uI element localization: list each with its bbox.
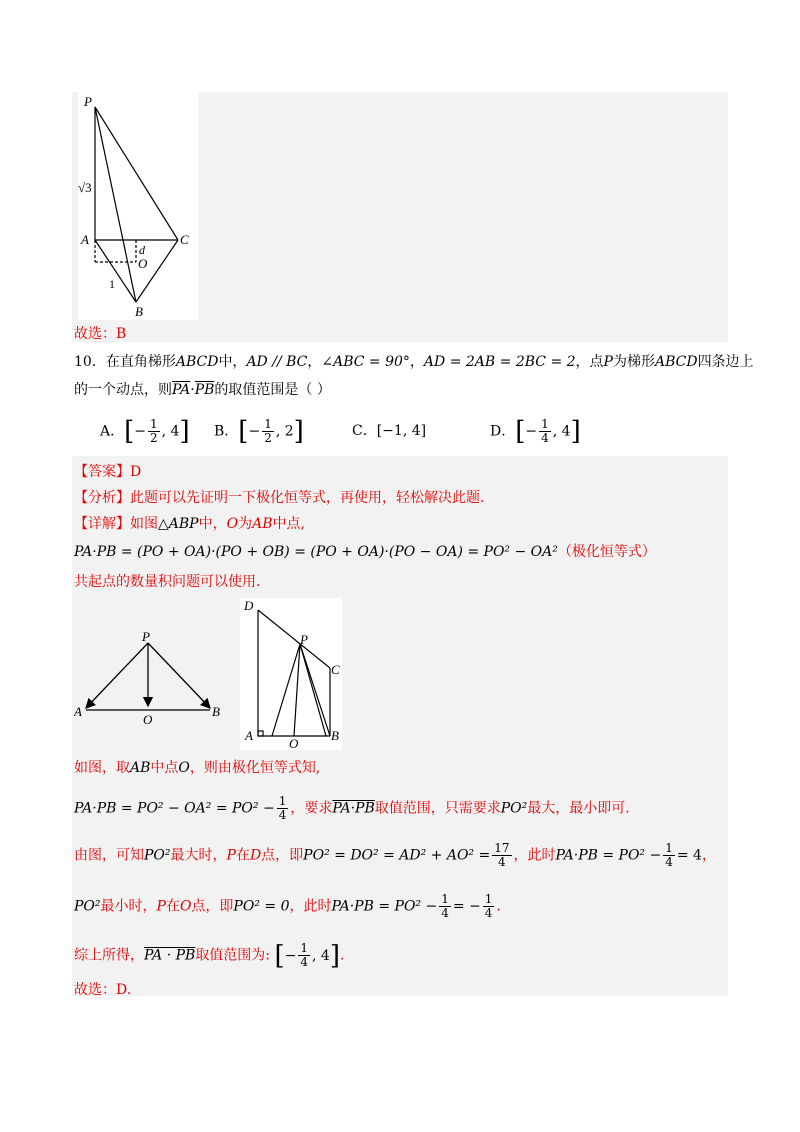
fig1-A: A [74, 704, 82, 719]
detail-line: 【详解】如图△ABP中，O为AB中点, [74, 516, 305, 532]
label-d: d [139, 243, 145, 257]
label-1: 1 [109, 277, 115, 291]
common-line: 共起点的数量积问题可以使用. [74, 574, 261, 590]
option-a[interactable]: A．[− $\frac{1}{2}$ , 4] [100, 416, 190, 447]
option-b[interactable]: B．[− $\frac{1}{2}$ , 2] [214, 416, 304, 447]
equation-line-1: PA·PB = PO² − OA² = PO² − $\frac{1}{4}$ ，要求PA·PB取值范围，只需要求PO²最大，最小即可. [74, 794, 630, 822]
question-line-1: 10．在直角梯形ABCD中，AD // BC，∠ABC = 90°，AD = 2AB = 2BC = 2，点P为梯形ABCD四条边上 [74, 354, 754, 370]
min-line: PO²最小时，P在O点，即PO² = 0，此时PA·PB = PO² − $\frac{1}{4}$ = − $\frac{1}{4}$ . [74, 892, 501, 920]
trapezoid-figure [240, 598, 342, 750]
triangle-figure [74, 628, 234, 728]
label-sqrt3: √3 [78, 180, 92, 195]
identity-line: PA·PB = (PO + OA)·(PO + OB) = (PO + OA)·(PO − OA) = PO² − OA²（极化恒等式） [74, 544, 656, 560]
fig2-O: O [289, 736, 299, 750]
option-d[interactable]: D．[− $\frac{1}{4}$ , 4] [490, 416, 581, 447]
summary-line: 综上所得，PA · PB取值范围为: [− $\frac{1}{4}$ , 4]. [74, 940, 345, 971]
fig1-B: B [212, 704, 220, 719]
fig2-A: A [245, 728, 253, 743]
label-B: B [135, 304, 143, 319]
fig2-D: D [244, 598, 254, 613]
fig1-O: O [143, 712, 153, 727]
final-answer: 故选：D. [74, 982, 132, 998]
label-O: O [138, 256, 148, 271]
fig2-B: B [331, 728, 339, 743]
max-line: 由图，可知PO²最大时，P在D点，即PO² = DO² = AD² + AO² = $\frac{17}{4}$ ，此时PA·PB = PO² − $\frac{1}{4}$ = 4， [74, 841, 716, 869]
fig2-P: P [300, 632, 308, 647]
analysis-line: 【分析】此题可以先证明一下极化恒等式，再使用，轻松解决此题. [74, 490, 485, 506]
fig1-P: P [142, 629, 150, 644]
label-C: C [180, 232, 189, 247]
fig2-C: C [331, 662, 340, 677]
answer-line: 【答案】D [74, 464, 142, 480]
take-midpoint-line: 如图，取AB中点O，则由极化恒等式知, [74, 760, 321, 776]
pyramid-figure [78, 92, 198, 320]
prev-answer: 故选：B [74, 326, 127, 342]
option-c[interactable]: C．[−1, 4] [352, 423, 427, 439]
question-line-2: 的一个动点，则$\overline{PA}\cdot\overline{PB}$的取值范围是（ ） [74, 382, 331, 398]
label-A: A [81, 232, 89, 247]
label-P: P [84, 94, 92, 109]
